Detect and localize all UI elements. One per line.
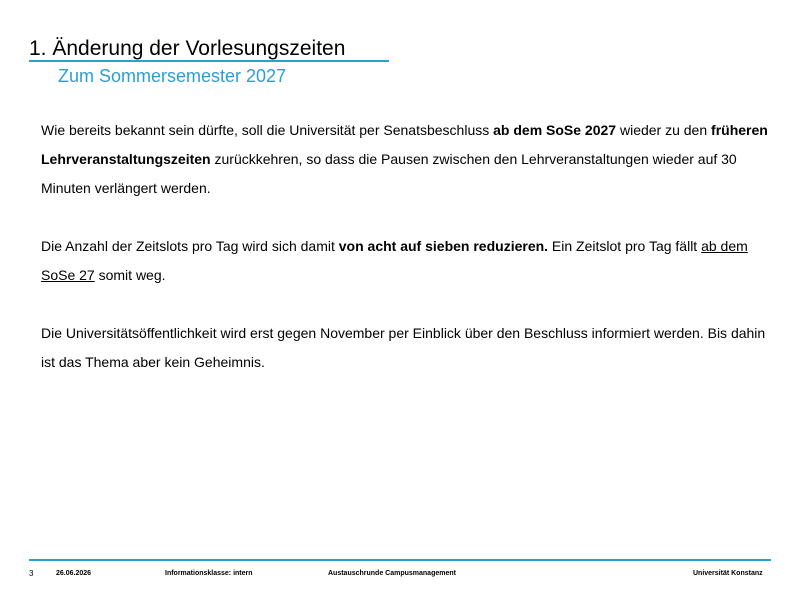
footer-university: Universität Konstanz [693,570,763,577]
p2-underline-1: ab dem SoSe 27 [41,238,748,283]
p1-text-1: Wie bereits bekannt sein dürfte, soll die Universität per Senatsbeschluss [41,122,494,138]
p2-text-3: somit weg. [94,267,166,283]
footer-classification: Informationsklasse: intern [165,570,253,577]
footer-divider [29,559,771,561]
p3-text-1: Die Universitätsöffentlichkeit wird erst gegen November per Einblick über den Beschluss informiert werden. Bis dahin ist das Thema aber kein Geheimnis. [41,325,766,370]
p2-bold-1: von acht auf sieben reduzieren. [338,238,549,254]
slide-body [41,116,781,406]
p1-text-2: wieder zu den [616,122,712,138]
paragraph-3 [41,319,781,377]
paragraph-1 [41,116,781,203]
p1-bold-2: früheren Lehrveranstaltungszeiten [41,122,768,167]
p2-text-2: Ein Zeitslot pro Tag fällt [548,238,702,254]
footer-event: Austauschrunde Campusmanagement [328,570,456,577]
slide-title: 1. Änderung der Vorlesungszeiten [29,37,346,60]
paragraph-2 [41,232,781,290]
p1-bold-1: ab dem SoSe 2027 [493,122,617,138]
footer-date: 26.06.2026 [56,570,92,577]
page-number: 3 [29,569,34,578]
p1-text-3: zurückkehren, so dass die Pausen zwischen den Lehrveranstaltungen wieder auf 30 Minuten verlängert werden. [41,151,737,196]
title-underline [29,60,389,62]
p2-text-1: Die Anzahl der Zeitslots pro Tag wird sich damit [41,238,339,254]
slide-subtitle: Zum Sommersemester 2027 [58,66,287,86]
